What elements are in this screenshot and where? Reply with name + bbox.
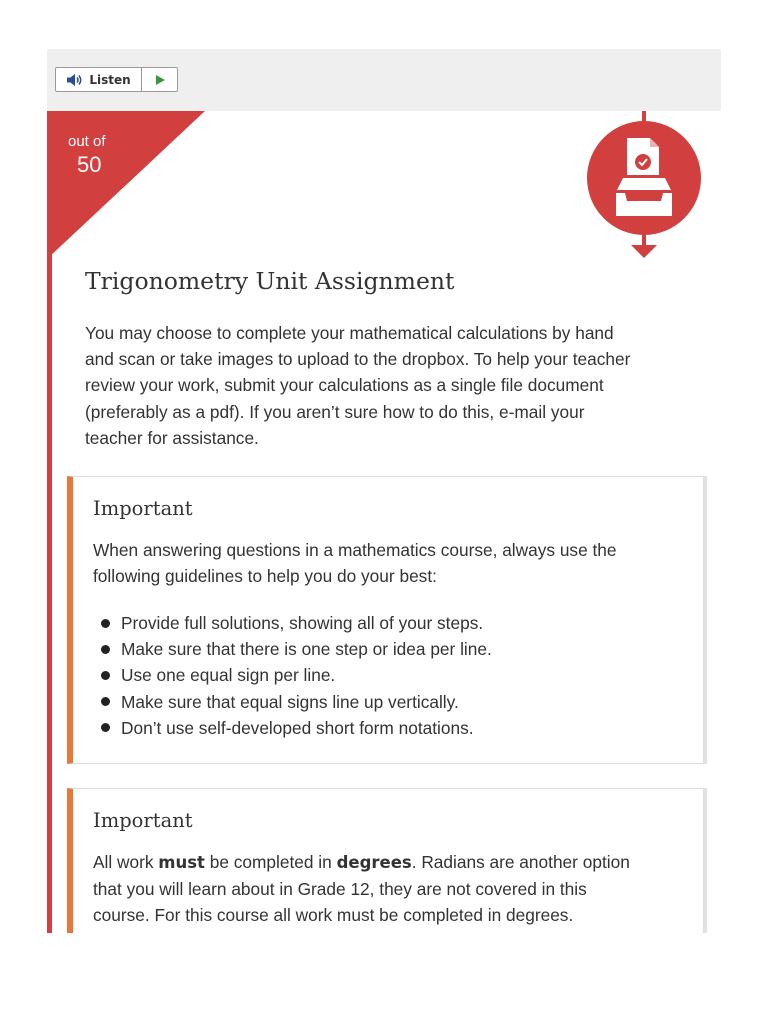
out-of-label: out of xyxy=(68,133,106,150)
intro-line: (preferably as a pdf). If you aren’t sure how to do this, e-mail your xyxy=(85,401,585,422)
speaker-icon xyxy=(66,73,84,87)
list-item-text: Make sure that there is one step or idea per line. xyxy=(121,639,492,660)
note-text-segment: All work xyxy=(93,852,159,872)
guidelines-list xyxy=(93,610,492,741)
list-item xyxy=(93,662,492,688)
assignment-title: Trigonometry Unit Assignment xyxy=(85,267,455,295)
play-button[interactable] xyxy=(142,68,177,91)
list-item-text: Use one equal sign per line. xyxy=(121,665,336,686)
max-points: 50 xyxy=(77,152,102,177)
note-text xyxy=(93,537,693,589)
listen-button[interactable] xyxy=(55,67,178,92)
important-note-guidelines xyxy=(67,476,704,764)
note-text-line: that you will learn about in Grade 12, they are not covered in this xyxy=(93,879,587,900)
note-text-segment: be completed in xyxy=(204,852,337,872)
listen-label: Listen xyxy=(89,72,131,87)
intro-line: teacher for assistance. xyxy=(85,427,259,448)
list-item-text: Don’t use self-developed short form notations. xyxy=(121,717,474,738)
important-note-degrees xyxy=(67,788,704,933)
note-text-segment: . Radians are another option xyxy=(411,852,630,872)
bullet-icon xyxy=(101,697,110,706)
bullet-icon xyxy=(101,619,110,628)
play-icon xyxy=(154,74,166,86)
assignment-intro xyxy=(85,320,685,451)
emphasis-must: must xyxy=(158,853,205,872)
emphasis-degrees: degrees xyxy=(336,853,412,872)
list-item xyxy=(93,636,492,662)
dropbox-submit-icon xyxy=(583,111,709,261)
bullet-icon xyxy=(101,671,110,680)
note-text-line: following guidelines to help you do your best: xyxy=(93,566,437,587)
listen-main[interactable] xyxy=(56,68,142,91)
note-heading: Important xyxy=(93,809,193,832)
list-item-text: Make sure that equal signs line up vertically. xyxy=(121,691,459,712)
assignment-page xyxy=(47,49,721,933)
bullet-icon xyxy=(101,723,110,732)
intro-line: You may choose to complete your mathematical calculations by hand xyxy=(85,323,614,343)
toolbar xyxy=(47,49,721,111)
note-text-line: course. For this course all work must be completed in degrees. xyxy=(93,905,574,926)
bullet-icon xyxy=(101,645,110,654)
list-item xyxy=(93,689,492,715)
list-item-text: Provide full solutions, showing all of your steps. xyxy=(121,613,484,633)
note-text xyxy=(93,849,693,929)
intro-line: and scan or take images to upload to the dropbox. To help your teacher xyxy=(85,349,631,370)
note-heading: Important xyxy=(93,497,193,520)
note-text-line: When answering questions in a mathematics course, always use the xyxy=(93,540,617,560)
list-item xyxy=(93,715,492,741)
list-item xyxy=(93,610,492,636)
intro-line: review your work, submit your calculations as a single file document xyxy=(85,375,604,396)
